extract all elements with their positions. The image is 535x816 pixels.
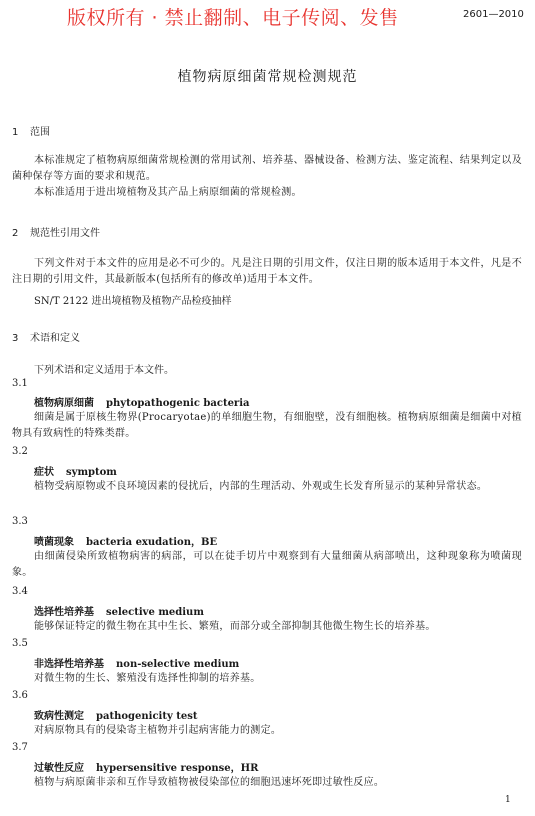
term-definition: 植物与病原菌非亲和互作导致植物被侵染部位的细胞迅速坏死即过敏性反应。	[34, 777, 385, 788]
term-number: 3.5	[12, 638, 28, 649]
section-1-paragraph-2: 本标准适用于进出境植物及其产品上病原细菌的常规检测。	[34, 187, 302, 198]
term-heading	[34, 707, 197, 722]
term-en: hypersensitive response，HR	[96, 763, 259, 774]
term-definition: 细菌是属于原核生物界(Procaryotae)的单细胞生物，有细胞壁，没有细胞核。植物病原细菌是细菌中对植物具有致病性的特殊类群。	[12, 412, 522, 439]
term-en: phytopathogenic bacteria	[106, 398, 250, 409]
term-cn: 喷菌现象	[34, 537, 74, 548]
term-cn: 症状	[34, 467, 54, 478]
term-definition: 植物受病原物或不良环境因素的侵扰后，内部的生理活动、外观或生长发育所显示的某种异常状态。	[34, 481, 488, 492]
term-en: selective medium	[106, 607, 204, 618]
section-title: 术语和定义	[30, 333, 80, 344]
term-cn: 非选择性培养基	[34, 659, 104, 670]
section-number: 1	[12, 127, 19, 138]
term-heading	[34, 655, 239, 670]
term-heading	[34, 759, 258, 774]
copyright-watermark: 版权所有 · 禁止翻制、电子传阅、发售	[67, 7, 399, 29]
section-number: 3	[12, 333, 19, 344]
term-number: 3.4	[12, 586, 28, 597]
term-number: 3.6	[12, 690, 28, 701]
term-definition: 由细菌侵染所致植物病害的病部，可以在徒手切片中观察到有大量细菌从病部喷出，这种现象称为喷菌现象。	[12, 551, 522, 578]
section-2-paragraph-1: 下列文件对于本文件的应用是必不可少的。凡是注日期的引用文件，仅注日期的版本适用于本文件，凡是不注日期的引用文件，其最新版本(包括所有的修改单)适用于本文件。	[12, 258, 522, 285]
term-number: 3.1	[12, 378, 28, 389]
section-title: 规范性引用文件	[30, 228, 100, 239]
section-number: 2	[12, 228, 19, 239]
term-en: non-selective medium	[116, 659, 240, 670]
section-2-heading	[12, 224, 100, 239]
term-definition: 对病原物具有的侵染寄主植物并引起病害能力的测定。	[34, 725, 282, 736]
term-number: 3.2	[12, 446, 28, 457]
page-number: 1	[505, 795, 511, 805]
term-cn: 选择性培养基	[34, 607, 94, 618]
term-en: pathogenicity test	[96, 711, 198, 722]
normative-reference: SN/T 2122 进出境植物及植物产品检疫抽样	[34, 296, 232, 307]
section-title: 范围	[30, 127, 50, 138]
term-number: 3.7	[12, 742, 28, 753]
term-definition: 能够保证特定的微生物在其中生长、繁殖，而部分或全部抑制其他微生物生长的培养基。	[34, 621, 436, 632]
term-heading	[34, 533, 217, 548]
term-en: bacteria exudation，BE	[86, 537, 218, 548]
term-cn: 过敏性反应	[34, 763, 84, 774]
term-heading	[34, 603, 204, 618]
section-1-paragraph-1: 本标准规定了植物病原细菌常规检测的常用试剂、培养基、器械设备、检测方法、鉴定流程、结果判定以及菌种保存等方面的要求和规范。	[12, 155, 522, 182]
term-heading	[34, 394, 249, 409]
document-number: 2601—2010	[463, 9, 524, 20]
term-cn: 植物病原细菌	[34, 398, 94, 409]
section-3-heading	[12, 329, 80, 344]
term-en: symptom	[66, 467, 117, 478]
document-title: 植物病原细菌常规检测规范	[177, 69, 358, 85]
term-heading	[34, 463, 117, 478]
term-number: 3.3	[12, 516, 28, 527]
section-1-heading	[12, 123, 50, 138]
section-3-intro: 下列术语和定义适用于本文件。	[34, 365, 174, 376]
term-cn: 致病性测定	[34, 711, 84, 722]
term-definition: 对微生物的生长、繁殖没有选择性抑制的培养基。	[34, 673, 261, 684]
